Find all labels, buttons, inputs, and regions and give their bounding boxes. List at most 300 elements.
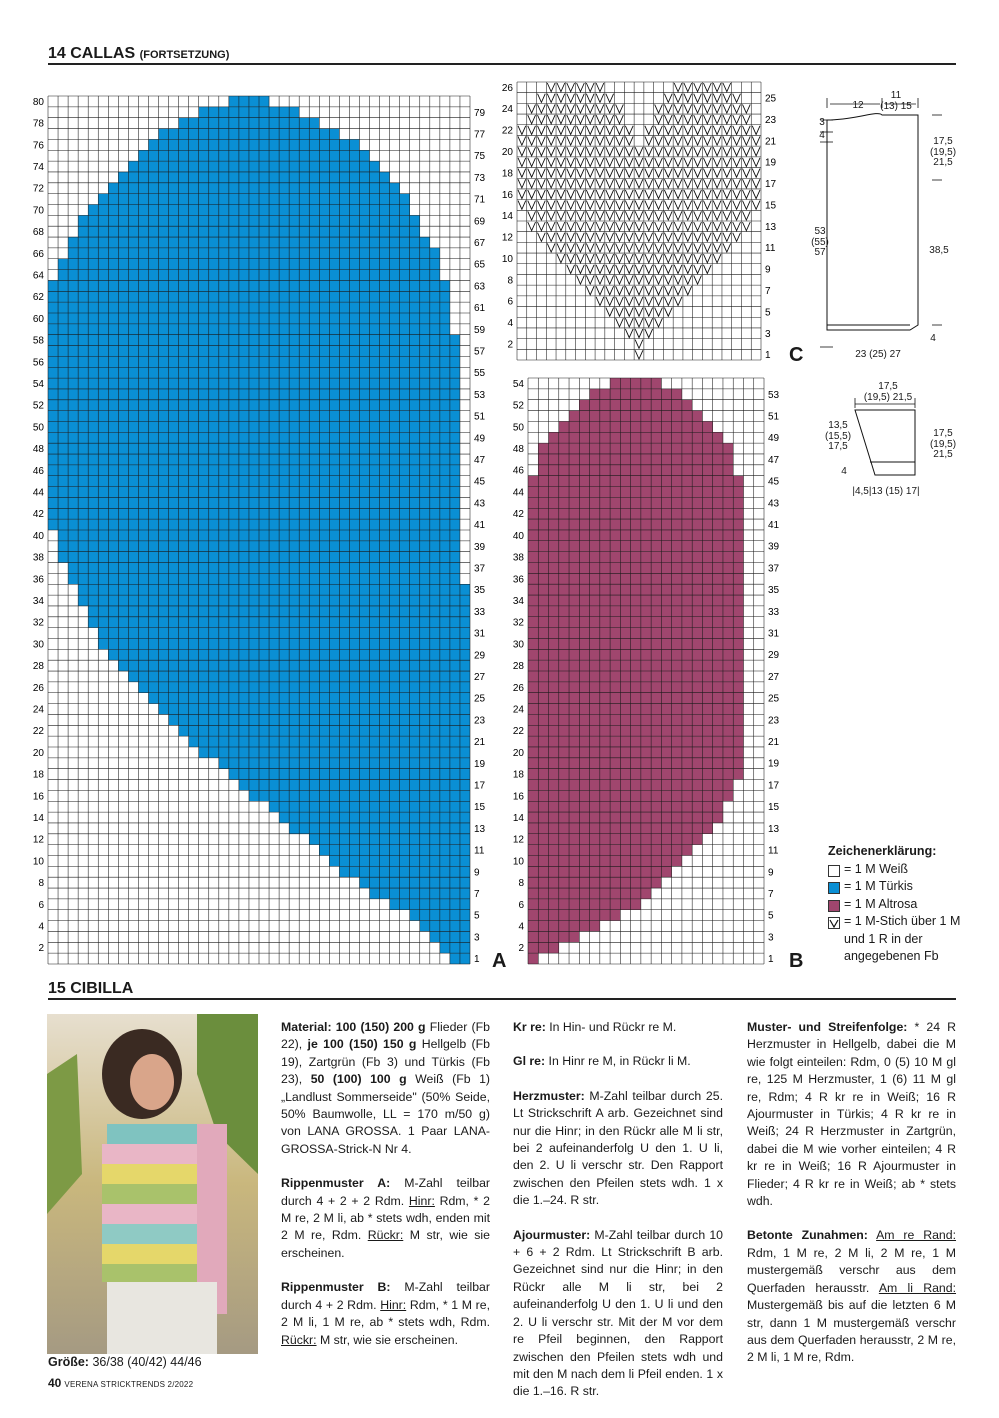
v-stitch: [616, 243, 624, 252]
meas-cuff: 4: [841, 466, 847, 477]
v-stitch: [625, 297, 633, 306]
colored-row: [528, 953, 538, 964]
row-label-right: 37: [474, 563, 486, 575]
v-stitch: [635, 158, 643, 167]
v-stitch: [635, 297, 643, 306]
colored-row: [528, 834, 702, 845]
v-stitch: [625, 275, 633, 284]
row-label-left: 38: [512, 552, 524, 564]
row-label-right: 39: [768, 541, 780, 553]
v-stitch: [635, 190, 643, 199]
v-stitch: [655, 265, 663, 274]
v-stitch: [684, 275, 692, 284]
v-stitch: [577, 275, 585, 284]
v-stitch: [557, 201, 565, 210]
v-stitch: [674, 94, 682, 103]
v-stitch: [567, 190, 575, 199]
v-stitch: [616, 158, 624, 167]
v-stitch: [567, 104, 575, 113]
v-stitch: [723, 126, 731, 135]
v-stitch: [655, 286, 663, 295]
v-stitch: [694, 136, 702, 145]
v-stitch: [684, 254, 692, 263]
v-stitch: [577, 211, 585, 220]
row-label-left: 24: [501, 104, 513, 116]
v-stitch: [655, 115, 663, 124]
page-footer: 40 VERENA STRICKTRENDS 2/2022: [48, 1376, 194, 1390]
v-stitch: [606, 233, 614, 242]
v-stitch: [567, 201, 575, 210]
v-stitch: [645, 318, 653, 327]
v-stitch: [733, 211, 741, 220]
v-stitch: [616, 222, 624, 231]
v-stitch: [635, 233, 643, 242]
v-stitch: [684, 136, 692, 145]
colored-row: [528, 801, 723, 812]
v-stitch: [655, 254, 663, 263]
row-label-right: 45: [474, 476, 486, 488]
colored-row: [538, 443, 733, 454]
v-stitch: [645, 308, 653, 317]
v-stitch: [694, 83, 702, 92]
row-label-left: 2: [518, 943, 524, 955]
v-stitch: [567, 169, 575, 178]
v-stitch: [538, 115, 546, 124]
v-stitch: [684, 265, 692, 274]
row-label-right: 23: [765, 114, 777, 126]
colored-row: [528, 497, 743, 508]
v-stitch: [635, 169, 643, 178]
v-stitch: [596, 104, 604, 113]
v-stitch: [616, 190, 624, 199]
v-stitch: [733, 147, 741, 156]
v-stitch: [674, 211, 682, 220]
row-label-right: 21: [765, 136, 777, 148]
row-label-right: 7: [765, 286, 771, 297]
v-stitch: [557, 147, 565, 156]
v-stitch: [664, 201, 672, 210]
row-label-right: 11: [768, 845, 779, 857]
v-stitch: [733, 136, 741, 145]
row-label-right: 11: [474, 845, 485, 857]
v-stitch: [586, 136, 594, 145]
v-stitch: [655, 104, 663, 113]
v-stitch: [538, 158, 546, 167]
row-label-left: 8: [507, 275, 513, 287]
v-stitch: [723, 83, 731, 92]
v-stitch: [733, 222, 741, 231]
v-stitch: [606, 147, 614, 156]
v-stitch: [664, 222, 672, 231]
colored-row: [48, 465, 460, 476]
v-stitch: [655, 201, 663, 210]
v-stitch: [586, 286, 594, 295]
colored-row: [528, 855, 682, 866]
v-stitch: [547, 126, 555, 135]
v-stitch: [625, 243, 633, 252]
v-stitch: [694, 201, 702, 210]
colored-row: [98, 194, 409, 205]
colored-row: [528, 910, 620, 921]
v-stitch: [586, 222, 594, 231]
v-stitch: [723, 136, 731, 145]
row-label-left: 16: [512, 791, 524, 803]
v-stitch: [547, 211, 555, 220]
v-stitch: [616, 104, 624, 113]
meas-sleeve-bottom: |4,5|13 (15) 17|: [852, 486, 920, 497]
v-stitch: [674, 201, 682, 210]
v-stitch: [742, 115, 750, 124]
v-stitch: [616, 297, 624, 306]
v-stitch: [528, 190, 536, 199]
v-stitch: [557, 83, 565, 92]
colored-row: [528, 519, 743, 530]
v-stitch: [694, 147, 702, 156]
v-stitch: [742, 104, 750, 113]
v-stitch: [635, 179, 643, 188]
v-stitch: [567, 233, 575, 242]
row-label-right: 29: [768, 650, 780, 662]
row-label-right: 23: [474, 715, 486, 727]
v-stitch: [635, 243, 643, 252]
v-stitch: [742, 211, 750, 220]
v-stitch: [713, 201, 721, 210]
v-stitch: [733, 115, 741, 124]
colored-row: [199, 747, 470, 758]
v-stitch: [694, 254, 702, 263]
v-stitch: [547, 104, 555, 113]
v-stitch: [645, 136, 653, 145]
text-column-3: Muster- und Streifenfolge: * 24 R Herzmuster in Hellgelb, dabei die M wie folgt einteilen: Rdm, 0 (5) 10 M gl re, 125 M Herzmuster, 1 (6) 11 M gl re, Rdm; 4 R kr re in Weiß; 16 R Ajourmuster in Türkis; 4 R kr re in Weiß; 24 R Herzmuster in Zartgrün, dabei die M wie vorher einteilen; 4 R kr re in Weiß; 16 R Ajourmuster in Flieder; 4 R kr re in Weiß; ab * stets wdh. Betonte Zunahmen: Am re Rand: Rdm, 1 M re, 2 M li, 2 M re, 1 M mustergemäß verschr aus dem Querfaden herausstr. Am li Rand: Mustergemäß bis auf die letzten 6 M str, dann 1 M mustergemäß verschr aus dem Querfaden herausstr, 2 M re, 2 M li, 1 M re, Rdm.: [747, 1020, 957, 1365]
v-stitch: [528, 179, 536, 188]
v-stitch: [606, 126, 614, 135]
row-label-left: 16: [501, 189, 513, 201]
row-label-left: 28: [512, 661, 524, 673]
colored-row: [48, 335, 460, 346]
row-label-left: 34: [32, 596, 44, 608]
v-stitch: [616, 136, 624, 145]
colored-row: [48, 346, 460, 357]
v-stitch: [694, 211, 702, 220]
v-stitch: [625, 254, 633, 263]
v-stitch: [713, 233, 721, 242]
meas-rib: 4: [930, 333, 936, 344]
row-label-right: 21: [474, 737, 486, 749]
v-stitch: [655, 179, 663, 188]
v-stitch: [684, 211, 692, 220]
row-label-left: 18: [512, 769, 524, 781]
meas-lower: 38,5: [929, 245, 949, 256]
v-stitch: [694, 158, 702, 167]
v-stitch: [723, 158, 731, 167]
meas-sleeve-top: 17,5 (19,5) 21,5: [863, 381, 913, 403]
v-stitch: [742, 179, 750, 188]
v-stitch: [577, 94, 585, 103]
row-label-right: 47: [768, 454, 780, 466]
legend-item: = 1 M Weiß: [828, 861, 968, 879]
v-stitch: [694, 265, 702, 274]
v-stitch: [694, 190, 702, 199]
v-stitch: [713, 158, 721, 167]
v-stitch: [684, 104, 692, 113]
v-stitch: [694, 94, 702, 103]
v-stitch: [674, 286, 682, 295]
v-stitch: [664, 179, 672, 188]
v-stitch: [606, 254, 614, 263]
v-stitch: [723, 179, 731, 188]
v-stitch: [557, 190, 565, 199]
colored-row: [359, 877, 470, 888]
v-stitch: [538, 169, 546, 178]
v-stitch: [616, 254, 624, 263]
v-stitch: [713, 179, 721, 188]
row-label-left: 14: [512, 813, 524, 824]
v-stitch: [528, 104, 536, 113]
v-stitch: [645, 169, 653, 178]
v-stitch: [664, 233, 672, 242]
colored-row: [48, 356, 460, 367]
row-label-right: 69: [474, 216, 486, 228]
row-label-right: 47: [474, 454, 486, 466]
v-stitch: [547, 222, 555, 231]
colored-row: [579, 400, 692, 411]
v-stitch: [557, 254, 565, 263]
colored-row: [78, 584, 470, 595]
v-stitch: [577, 147, 585, 156]
v-stitch: [625, 190, 633, 199]
row-label-left: 30: [512, 639, 524, 651]
v-stitch: [752, 201, 760, 210]
v-stitch: [655, 297, 663, 306]
v-stitch: [547, 169, 555, 178]
row-label-left: 4: [518, 921, 524, 933]
v-stitch: [596, 265, 604, 274]
row-label-right: 75: [474, 151, 486, 163]
v-stitch: [733, 104, 741, 113]
v-stitch: [733, 233, 741, 242]
colored-row: [48, 422, 460, 433]
v-stitch: [596, 115, 604, 124]
v-stitch: [557, 222, 565, 231]
model-photo: [47, 1014, 258, 1354]
grid-lines: [48, 96, 470, 964]
v-stitch: [655, 243, 663, 252]
row-label-right: 25: [768, 693, 780, 705]
v-stitch: [655, 308, 663, 317]
v-stitch: [625, 126, 633, 135]
colored-row: [48, 487, 460, 498]
v-stitch: [528, 126, 536, 135]
v-stitch: [606, 275, 614, 284]
v-stitch: [694, 115, 702, 124]
v-stitch: [606, 243, 614, 252]
v-stitch: [567, 126, 575, 135]
row-label-right: 3: [768, 932, 774, 944]
v-stitch: [586, 275, 594, 284]
v-stitch: [606, 222, 614, 231]
v-stitch: [664, 147, 672, 156]
row-label-left: 24: [512, 704, 524, 716]
v-stitch: [586, 126, 594, 135]
v-stitch: [557, 158, 565, 167]
row-label-right: 7: [768, 888, 774, 900]
colored-row: [48, 454, 460, 465]
v-stitch: [703, 201, 711, 210]
v-stitch: [723, 104, 731, 113]
colored-row: [569, 411, 702, 422]
v-stitch: [616, 147, 624, 156]
v-stitch: [684, 115, 692, 124]
v-stitch: [655, 233, 663, 242]
v-stitch: [557, 211, 565, 220]
colored-row: [48, 411, 460, 422]
v-stitch: [577, 265, 585, 274]
v-stitch: [616, 233, 624, 242]
v-stitch: [684, 222, 692, 231]
colored-row: [528, 617, 743, 628]
v-stitch: [752, 169, 760, 178]
v-stitch: [586, 201, 594, 210]
colored-row: [48, 367, 460, 378]
v-stitch: [586, 190, 594, 199]
row-label-right: 7: [474, 888, 480, 900]
v-stitch: [616, 211, 624, 220]
colored-row: [138, 150, 369, 161]
v-stitch: [625, 158, 633, 167]
v-stitch: [547, 179, 555, 188]
colored-row: [538, 454, 733, 465]
colored-row: [528, 638, 743, 649]
row-label-left: 40: [32, 530, 44, 542]
v-stitch: [547, 201, 555, 210]
v-stitch: [528, 115, 536, 124]
v-stitch: [694, 222, 702, 231]
row-label-right: 43: [768, 498, 780, 510]
v-stitch: [664, 136, 672, 145]
colored-row: [98, 628, 470, 639]
row-label-right: 15: [768, 802, 780, 814]
v-stitch: [577, 190, 585, 199]
colored-row: [528, 562, 743, 573]
colored-row: [179, 725, 470, 736]
row-label-left: 12: [32, 834, 44, 846]
v-stitch: [528, 158, 536, 167]
v-stitch: [538, 233, 546, 242]
v-stitch: [557, 115, 565, 124]
v-stitch: [518, 158, 526, 167]
v-stitch: [586, 147, 594, 156]
row-label-right: 55: [474, 368, 486, 380]
v-stitch: [713, 136, 721, 145]
row-label-right: 15: [765, 200, 777, 212]
row-label-left: 38: [32, 552, 44, 564]
row-label-right: 49: [768, 433, 780, 445]
row-label-right: 9: [765, 264, 771, 276]
row-label-left: 36: [512, 574, 524, 586]
v-stitch: [586, 158, 594, 167]
v-stitch: [645, 147, 653, 156]
v-stitch: [596, 297, 604, 306]
row-label-right: 17: [765, 179, 777, 191]
colored-row: [528, 758, 743, 769]
v-stitch: [557, 104, 565, 113]
row-label-left: 32: [32, 617, 44, 629]
v-stitch: [655, 136, 663, 145]
v-stitch: [713, 115, 721, 124]
v-stitch: [606, 104, 614, 113]
v-stitch: [625, 329, 633, 338]
row-label-right: 9: [768, 867, 774, 879]
v-stitch: [567, 136, 575, 145]
row-label-left: 54: [512, 378, 524, 390]
v-stitch: [586, 83, 594, 92]
v-stitch: [742, 147, 750, 156]
v-stitch: [635, 350, 643, 359]
size-line: Größe: 36/38 (40/42) 44/46: [48, 1355, 202, 1369]
row-label-left: 20: [501, 147, 513, 158]
colored-row: [48, 519, 460, 530]
v-stitch: [664, 275, 672, 284]
v-stitch: [703, 265, 711, 274]
row-label-right: 35: [768, 585, 780, 597]
v-stitch: [606, 265, 614, 274]
row-label-left: 52: [512, 400, 524, 412]
v-stitch: [655, 190, 663, 199]
v-stitch: [674, 190, 682, 199]
v-stitch: [538, 179, 546, 188]
v-stitch: [674, 147, 682, 156]
row-label-right: 45: [768, 476, 780, 488]
v-stitch: [703, 179, 711, 188]
row-label-right: 77: [474, 129, 486, 141]
v-stitch: [684, 286, 692, 295]
v-stitch: [664, 104, 672, 113]
meas-sleeve-right: 17,5 (19,5) 21,5: [929, 428, 957, 460]
row-label-right: 41: [474, 520, 486, 532]
row-label-right: 39: [474, 541, 486, 553]
row-label-right: 5: [768, 910, 774, 922]
v-stitch: [625, 222, 633, 231]
v-stitch: [723, 233, 731, 242]
row-label-left: 4: [38, 921, 44, 933]
row-label-right: 19: [765, 157, 777, 169]
v-stitch: [703, 136, 711, 145]
v-stitch: [664, 308, 672, 317]
v-stitch: [606, 190, 614, 199]
row-label-left: 76: [32, 140, 44, 152]
row-label-left: 22: [32, 726, 44, 738]
v-stitch: [664, 243, 672, 252]
v-stitch: [742, 190, 750, 199]
row-label-right: 51: [474, 411, 486, 423]
v-stitch: [596, 233, 604, 242]
meas-neck-b: 4: [819, 130, 825, 141]
row-label-right: 27: [474, 671, 486, 683]
v-stitch: [547, 136, 555, 145]
v-stitch: [674, 265, 682, 274]
v-stitch: [733, 126, 741, 135]
row-label-right: 79: [474, 107, 486, 119]
v-stitch: [518, 147, 526, 156]
v-stitch: [606, 211, 614, 220]
colored-row: [528, 476, 743, 487]
v-stitch: [733, 158, 741, 167]
v-stitch: [528, 169, 536, 178]
v-stitch: [606, 286, 614, 295]
row-label-right: 1: [768, 954, 774, 966]
row-label-left: 60: [32, 313, 44, 325]
row-label-right: 3: [474, 932, 480, 944]
